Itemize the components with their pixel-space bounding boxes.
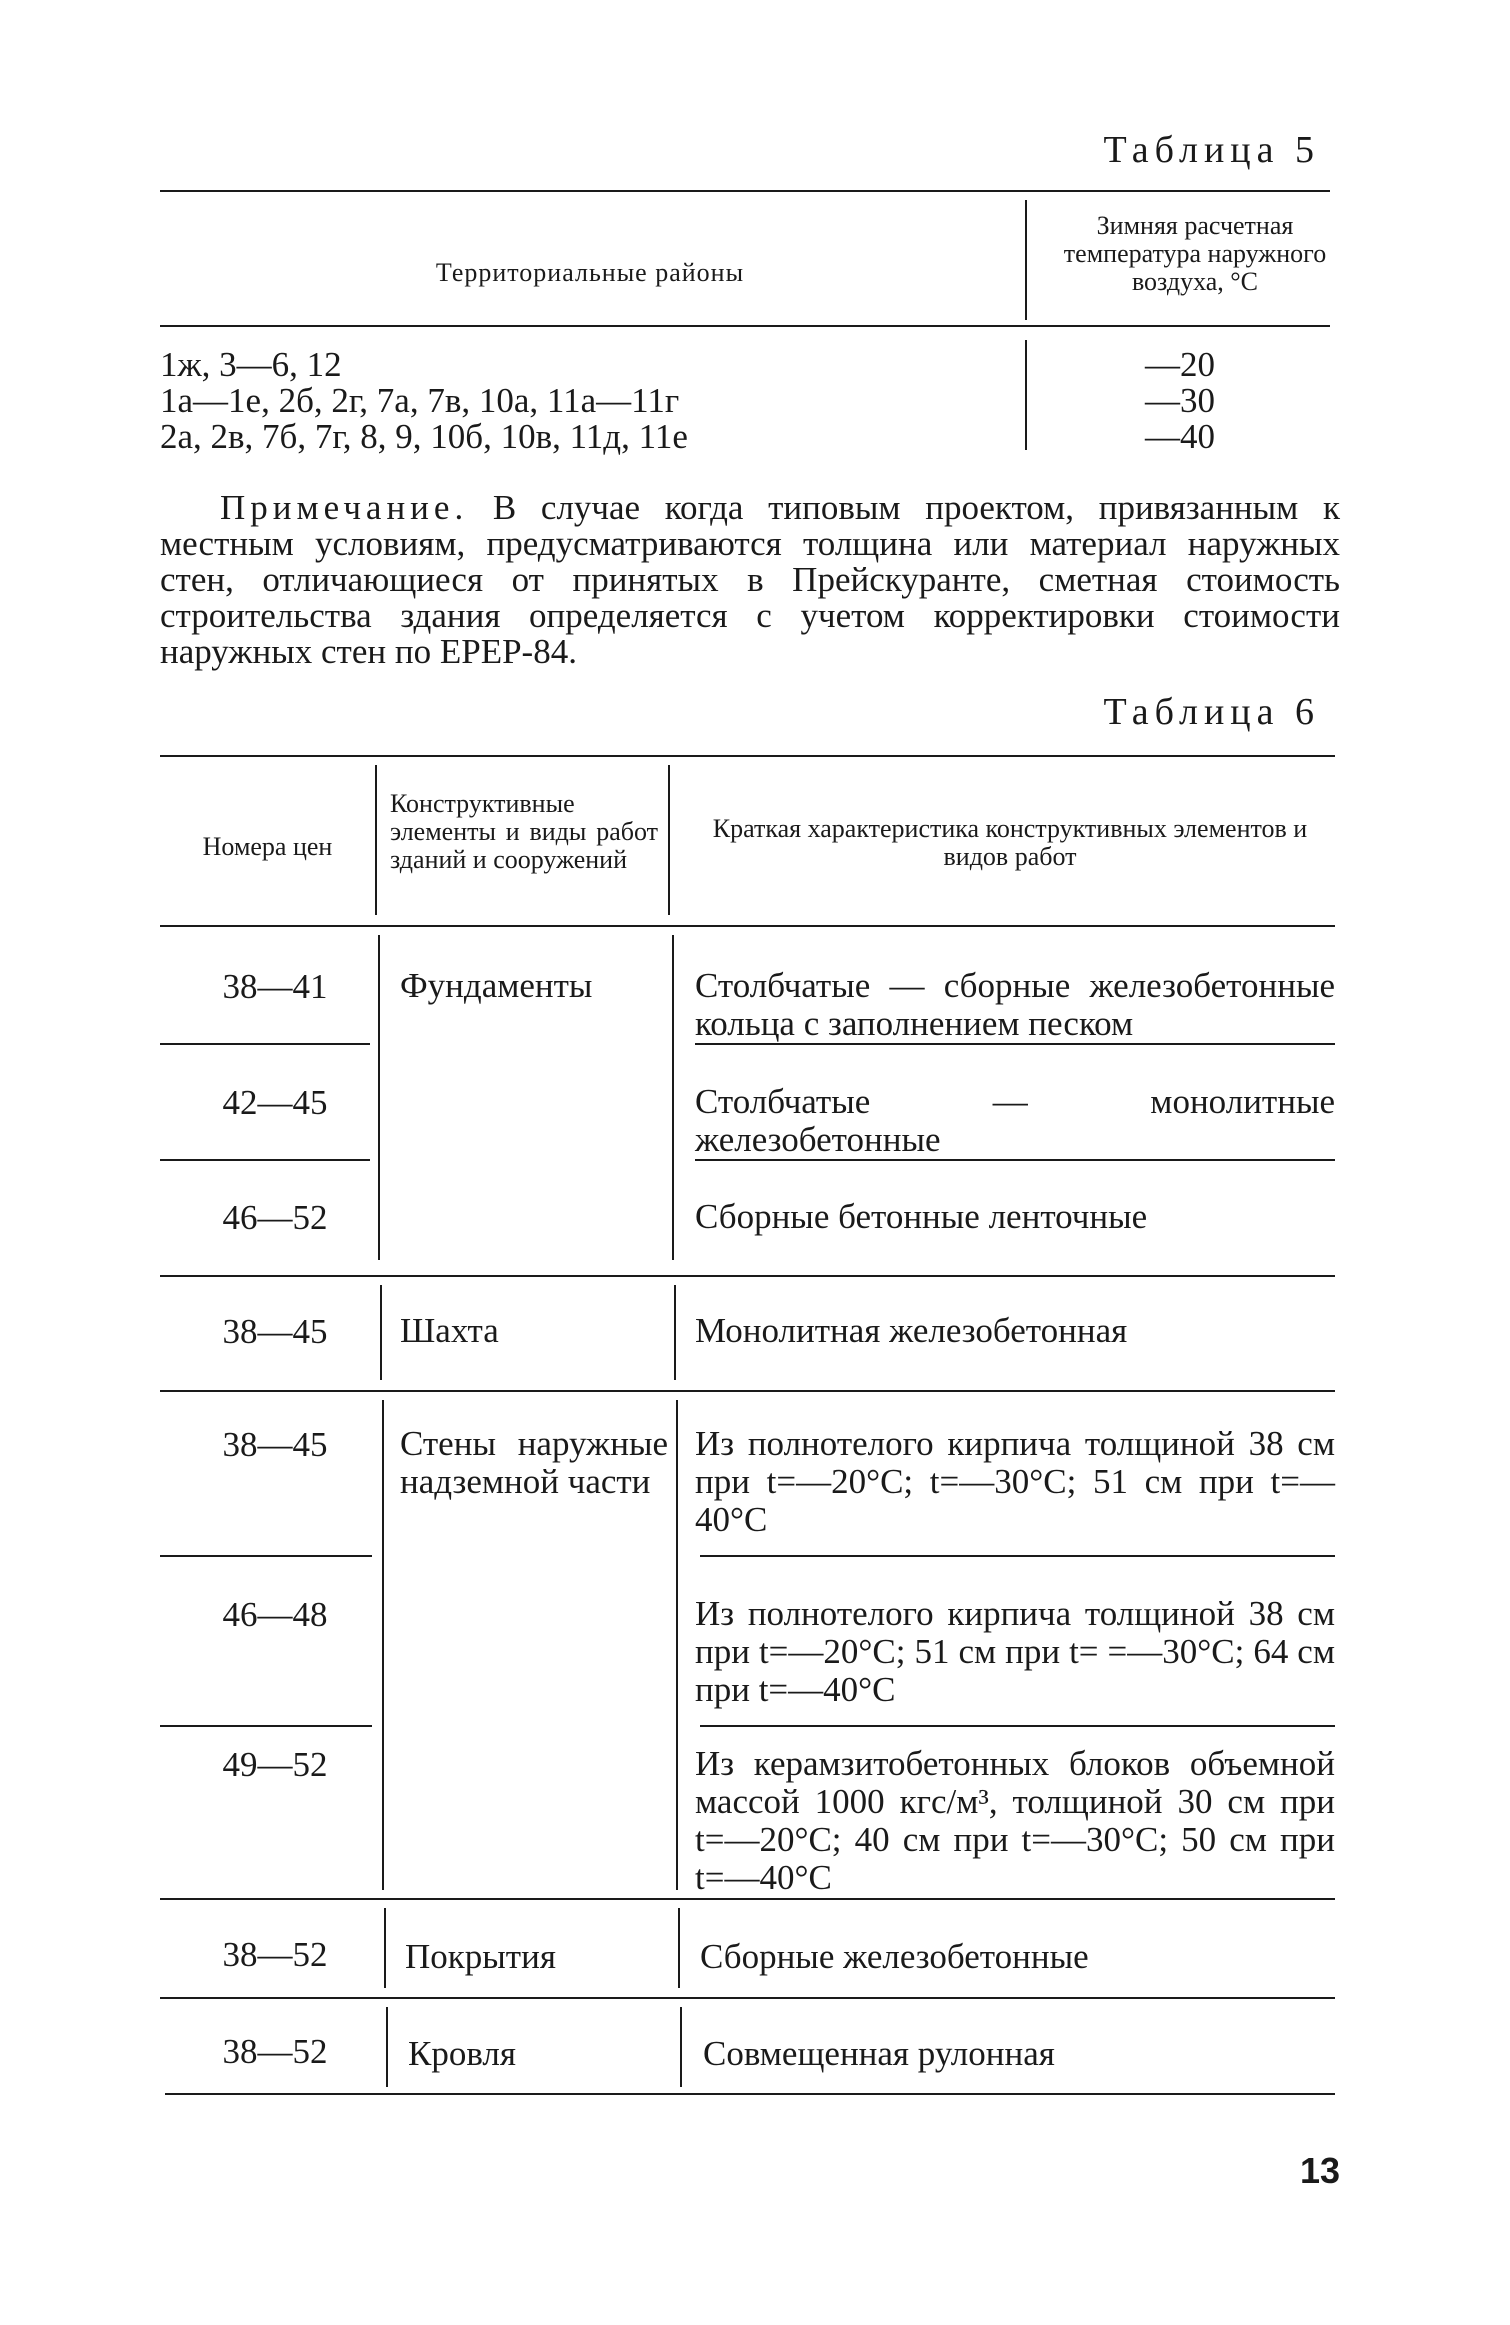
table6-divider [382, 1400, 384, 1890]
table6-header-elements: Конструктивные элементы и виды работ зданий и сооружений [390, 789, 658, 874]
table6-description: Монолитная железобетонная [695, 1311, 1128, 1350]
table5-header-regions: Территориальные районы [435, 258, 745, 287]
table5-row-regions: 2а, 2в, 7б, 7г, 8, 9, 10б, 10в, 11д, 11е [160, 417, 688, 456]
table6-subrow-rule [160, 1725, 372, 1727]
table6-price-numbers: 38—41 [222, 967, 328, 1006]
table6-header-numbers: Номера цен [202, 832, 333, 861]
note-text: В случае когда типовым проектом, привязанным к местным условиям, предусматриваются толщина или материал наружных стен, отличающиеся от принятых в Прейскуранте, сметная стоимость строительства здания определяется с учетом корректировки стоимости наружных стен по ЕРЕР-84. [160, 488, 1341, 671]
table6-subrow-rule [160, 1159, 370, 1161]
table6-bottom-rule [165, 2093, 1335, 2095]
table6-price-numbers: 38—45 [222, 1312, 328, 1351]
table6-description: Из полнотелого кирпича толщиной 38 см при t=—20°С; t=—30°С; 51 см при t=—40°С [695, 1424, 1335, 1539]
table6-description: Сборные бетонные ленточные [695, 1197, 1148, 1236]
table5-row-regions: 1ж, 3—6, 12 [160, 345, 342, 384]
table6-price-numbers: 49—52 [222, 1745, 328, 1784]
table6-description: Столбчатые — сборные железобетонные кольца с заполнением песком [695, 966, 1335, 1043]
table6-element: Покрытия [405, 1937, 556, 1976]
table6-top-rule [160, 755, 1335, 757]
table5-row-temp: —40 [1145, 417, 1215, 456]
table6-subrow-rule [695, 1043, 1335, 1045]
table5-header-temperature: Зимняя расчетная температура наружного воздуха, °С [1063, 211, 1327, 296]
table6-price-numbers: 38—45 [222, 1425, 328, 1464]
table6-subrow-rule [700, 1555, 1335, 1557]
table6-group-rule [160, 1898, 1335, 1900]
table6-description: Столбчатые — монолитные железобетонные [695, 1082, 1335, 1159]
note-paragraph [160, 490, 1340, 670]
table6-caption: Таблица 6 [1103, 691, 1320, 733]
table6-header-description: Краткая характеристика конструктивных элементов и видов работ [712, 814, 1308, 871]
table6-header-rule [160, 925, 1335, 927]
table6-element: Стены наружные надземной части [400, 1424, 668, 1501]
table6-description: Из полнотелого кирпича толщиной 38 см при t=—20°С; 51 см при t= =—30°С; 64 см при t=—40°С [695, 1594, 1335, 1709]
table5-column-divider [1025, 200, 1027, 320]
table6-description: Совмещенная рулонная [703, 2034, 1055, 2073]
table5-top-rule [160, 190, 1330, 192]
table6-subrow-rule [160, 1043, 370, 1045]
table6-divider [676, 1400, 678, 1890]
table6-element: Кровля [408, 2034, 516, 2073]
table5-row-temp: —30 [1145, 381, 1215, 420]
table6-subrow-rule [695, 1159, 1335, 1161]
table6-price-numbers: 38—52 [222, 2032, 328, 2071]
table6-group-rule [160, 1275, 1335, 1277]
table6-divider [672, 935, 674, 1260]
table6-divider [678, 1908, 680, 1988]
table5-header-rule [160, 325, 1330, 327]
note-lead: Примечание. [220, 488, 469, 527]
table5-caption: Таблица 5 [1103, 129, 1320, 171]
table6-subrow-rule [700, 1725, 1335, 1727]
page-number: 13 [1299, 2150, 1340, 2191]
table6-header-divider-2 [668, 765, 670, 915]
table6-element: Фундаменты [400, 966, 593, 1005]
table5-row-regions: 1а—1е, 2б, 2г, 7а, 7в, 10а, 11а—11г [160, 381, 680, 420]
table6-divider [674, 1285, 676, 1380]
table6-divider [680, 2007, 682, 2087]
table5-row-temp: —20 [1145, 345, 1215, 384]
table6-subrow-rule [160, 1555, 372, 1557]
table6-element: Шахта [400, 1311, 499, 1350]
table6-group-rule [160, 1997, 1335, 1999]
table6-description: Сборные железобетонные [700, 1937, 1089, 1976]
table6-price-numbers: 46—48 [222, 1595, 328, 1634]
table6-price-numbers: 42—45 [222, 1083, 328, 1122]
table5-column-divider-body [1025, 340, 1027, 450]
table6-price-numbers: 38—52 [222, 1935, 328, 1974]
table6-description: Из керамзитобетонных блоков объемной массой 1000 кгс/м³, толщиной 30 см при t=—20°С; 40 см при t=—30°С; 50 см при t=—40°С [695, 1744, 1335, 1897]
table6-group-rule [160, 1390, 1335, 1392]
table6-header-divider-1 [375, 765, 377, 915]
table6-price-numbers: 46—52 [222, 1198, 328, 1237]
